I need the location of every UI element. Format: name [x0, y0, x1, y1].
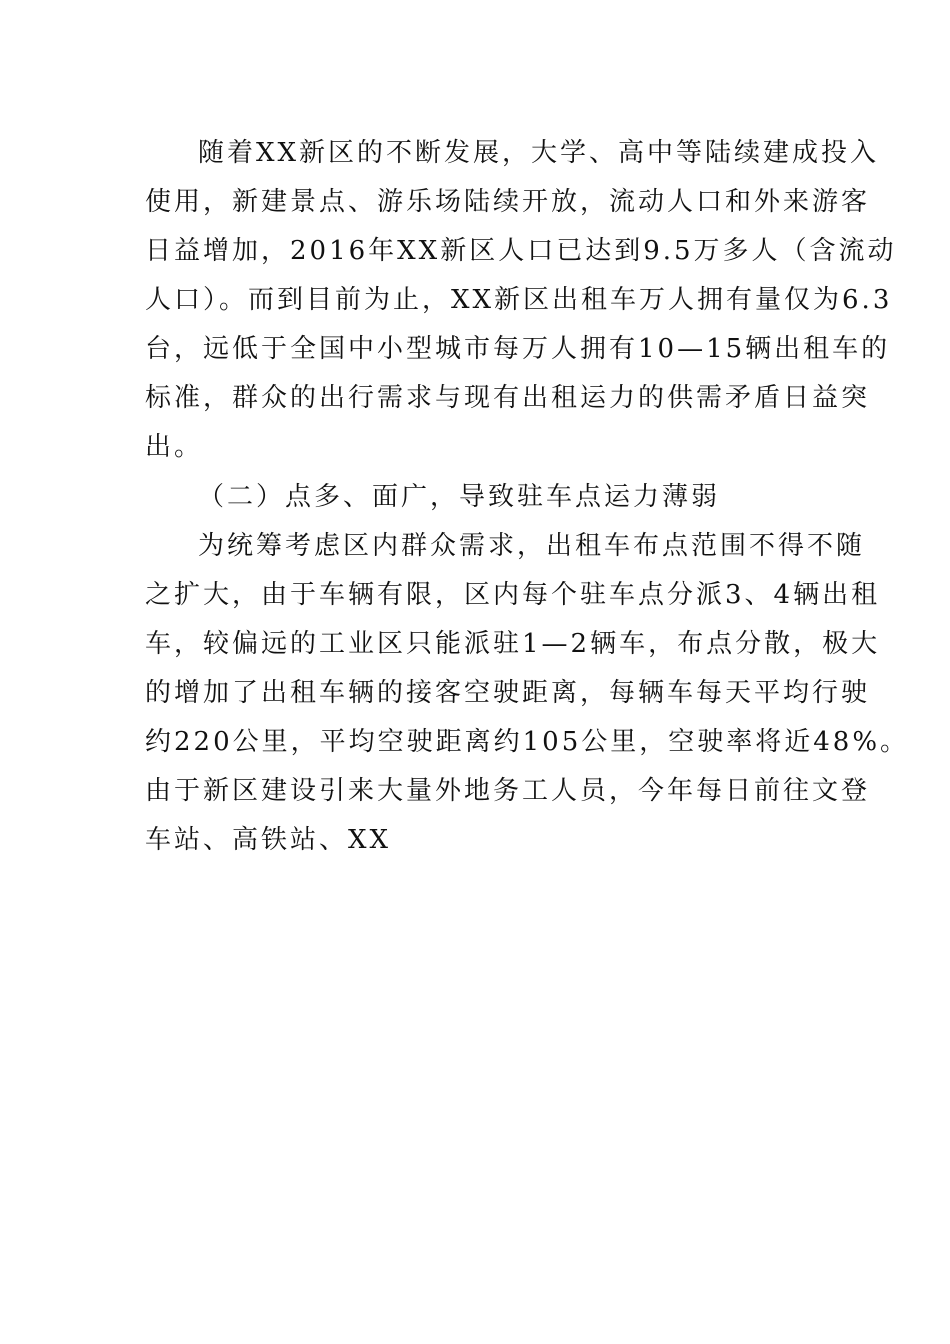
paragraph-line: 使用，新建景点、游乐场陆续开放，流动人口和外来游客: [145, 187, 871, 217]
paragraph-line: 出。: [145, 432, 204, 462]
paragraph-line: 车站、高铁站、XX: [145, 825, 392, 855]
paragraph-line: 为统筹考虑区内群众需求，出租车布点范围不得不随: [198, 531, 866, 561]
paragraph-station-capacity: [145, 522, 910, 865]
paragraph-line: 标准，群众的出行需求与现有出租运力的供需矛盾日益突: [145, 383, 871, 413]
paragraph-line: 之扩大，由于车辆有限，区内每个驻车点分派3、4辆出租: [145, 580, 881, 610]
paragraph-line: 人口）。而到目前为止，XX新区出租车万人拥有量仅为6.3: [145, 285, 893, 315]
paragraph-line: 随着XX新区的不断发展，大学、高中等陆续建成投入: [198, 138, 880, 168]
paragraph-line: 的增加了出租车辆的接客空驶距离，每辆车每天平均行驶: [145, 678, 871, 708]
section-heading-block: [145, 473, 810, 522]
paragraph-line: 车，较偏远的工业区只能派驻1—2辆车，布点分散，极大: [145, 629, 881, 659]
paragraph-line: 日益增加，2016年XX新区人口已达到9.5万多人（含流动: [145, 236, 897, 266]
paragraph-line: 约220公里，平均空驶距离约105公里，空驶率将近48%。: [145, 727, 910, 757]
paragraph-population-growth: [145, 129, 897, 472]
section-heading: （二）点多、面广，导致驻车点运力薄弱: [198, 482, 721, 512]
paragraph-line: 由于新区建设引来大量外地务工人员，今年每日前往文登: [145, 776, 871, 806]
paragraph-line: 台，远低于全国中小型城市每万人拥有10—15辆出租车的: [145, 334, 891, 364]
